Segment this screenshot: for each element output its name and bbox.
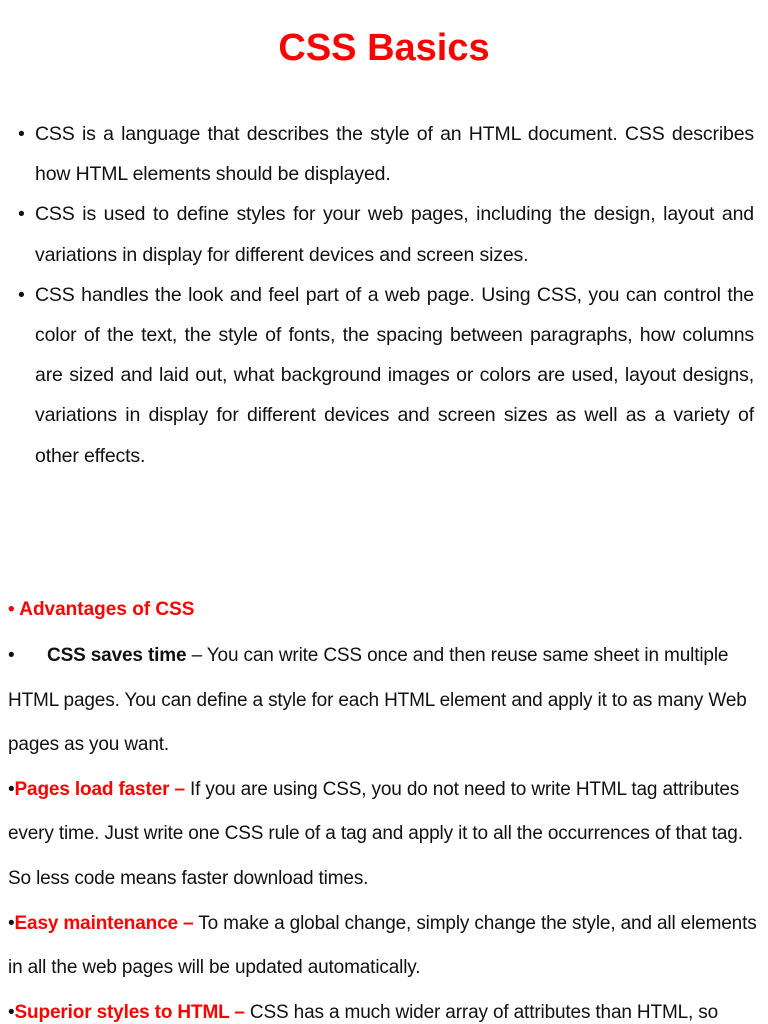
advantage-item-superior-styles: [8, 991, 760, 1024]
advantage-lead: CSS saves time: [47, 645, 187, 666]
bullet-icon: •: [18, 123, 25, 145]
advantage-body: To make a global change, simply change the style, and all elements in all the web pages will be updated automatically.: [8, 912, 757, 979]
intro-bullet-list: [18, 114, 754, 476]
bullet-icon: •: [8, 1001, 15, 1023]
advantage-item-saves-time: [8, 634, 760, 768]
advantages-section: [8, 590, 760, 1024]
list-item: [18, 275, 754, 476]
advantage-lead: Pages load faster –: [14, 778, 185, 800]
page-title: CSS Basics: [278, 27, 490, 69]
advantage-body: – You can write CSS once and then reuse same sheet in multiple HTML pages. You can define a style for each HTML element and apply it to as many Web pages as you want.: [8, 645, 747, 756]
bullet-text: CSS is a language that describes the style of an HTML document. CSS describes how HTML elements should be displayed.: [35, 123, 754, 186]
bullet-icon: •: [18, 203, 25, 226]
list-item: [18, 114, 754, 194]
advantage-item-load-faster: [8, 768, 760, 902]
advantage-lead: Easy maintenance –: [14, 912, 194, 934]
bullet-icon: •: [18, 283, 25, 306]
advantage-body: CSS has a much wider array of attributes than HTML, so: [244, 1001, 719, 1023]
list-item: [18, 194, 754, 274]
advantages-heading: • Advantages of CSS: [8, 599, 195, 620]
advantage-body: If you are using CSS, you do not need to write HTML tag attributes every time. Just write one CSS rule of a tag and apply it to all the occurrences of that tag. So less code means faster download times.: [8, 778, 743, 889]
advantage-lead: Superior styles to HTML –: [14, 1001, 245, 1023]
bullet-text: CSS handles the look and feel part of a web page. Using CSS, you can control the color of the text, the style of fonts, the spacing between paragraphs, how columns are sized and laid out, what background images or colors are used, layout designs, variations in display for different devices and screen sizes as well as a variety of other effects.: [35, 283, 754, 467]
bullet-text: CSS is used to define styles for your web pages, including the design, layout and variations in display for different devices and screen sizes.: [35, 203, 754, 266]
bullet-icon: •: [8, 645, 15, 666]
advantage-item-easy-maintenance: [8, 902, 760, 991]
bullet-icon: •: [8, 778, 15, 800]
bullet-icon: •: [8, 912, 15, 934]
